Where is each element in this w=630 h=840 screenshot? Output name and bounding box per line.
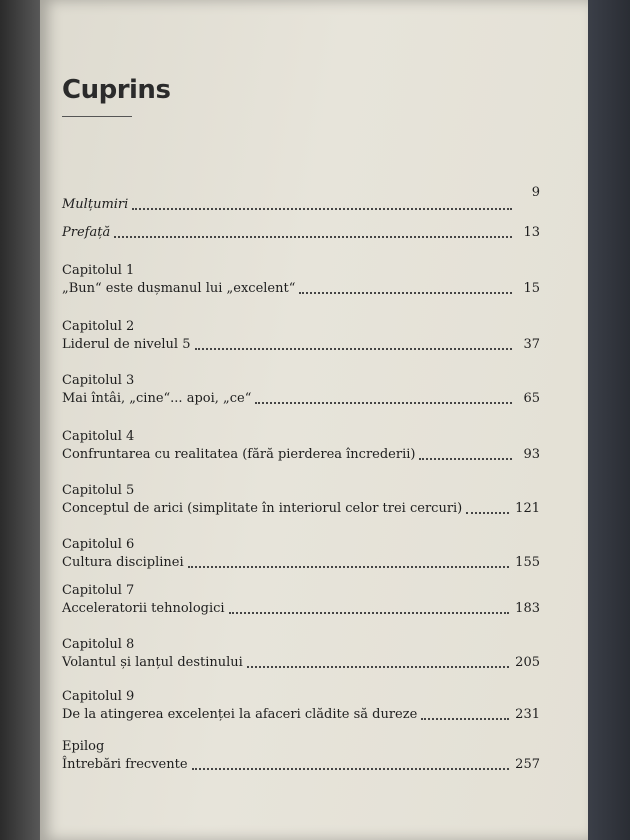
toc-entry-title: Conceptul de arici (simplitate în interiorul celor trei cercuri) [62,501,463,516]
toc-entry-chapter-5 [62,482,540,518]
dot-leader [421,718,509,720]
toc-page-number: 121 [515,501,540,516]
toc-page-number: 37 [523,337,540,352]
toc-chapter-label: Capitolul 4 [62,429,135,444]
toc-entry-title: De la atingerea excelenței la afaceri clădite să dureze [62,707,418,722]
toc-entry-acknowledgements [62,185,540,214]
toc-page-number: 9 [531,185,540,200]
toc-entry-title: Volantul și lanțul destinului [62,655,243,670]
dot-leader [466,512,509,514]
title-underline [62,116,132,117]
toc-entry-title: Confruntarea cu realitatea (fără pierderea încrederii) [62,447,416,462]
toc-entry-title: Mai întâi, „cine“... apoi, „ce“ [62,391,252,406]
toc-page-number: 15 [523,281,540,296]
toc-page-number: 205 [515,655,540,670]
page-title: Cuprins [62,75,171,105]
dot-leader [132,208,512,210]
toc-entry-chapter-4 [62,428,540,464]
toc-entry-chapter-2 [62,318,540,354]
dot-leader [255,402,512,404]
dot-leader [299,292,512,294]
toc-chapter-label: Capitolul 8 [62,637,135,652]
toc-entry-title: Acceleratorii tehnologici [62,601,225,616]
toc-entry-epilogue [62,738,540,774]
dot-leader [188,566,510,568]
toc-page-number: 93 [523,447,540,462]
toc-entry-title: „Bun“ este dușmanul lui „excelent“ [62,281,296,296]
toc-page-number: 183 [515,601,540,616]
toc-entry-chapter-9 [62,688,540,724]
toc-entry-chapter-3 [62,372,540,408]
toc-entry-title: Liderul de nivelul 5 [62,337,191,352]
dot-leader [247,666,509,668]
dot-leader [195,348,513,350]
toc-entry-title: Mulțumiri [62,197,129,212]
toc-page-number: 65 [523,391,540,406]
toc-page-number: 155 [515,555,540,570]
book-page [40,0,588,840]
dot-leader [192,768,510,770]
toc-chapter-label: Capitolul 5 [62,483,135,498]
book-spine-shadow [0,0,40,840]
toc-entry-title: Întrebări frecvente [62,757,188,772]
toc-entry-title: Prefață [62,225,111,240]
toc-page-number: 13 [523,225,540,240]
toc-chapter-label: Capitolul 6 [62,537,135,552]
dot-leader [114,236,512,238]
toc-chapter-label: Capitolul 9 [62,689,135,704]
toc-chapter-label: Capitolul 7 [62,583,135,598]
dot-leader [229,612,510,614]
toc-chapter-label: Capitolul 3 [62,373,135,388]
toc-entry-title: Cultura disciplinei [62,555,184,570]
toc-entry-chapter-6 [62,536,540,572]
toc-entry-chapter-7 [62,582,540,618]
toc-chapter-label: Capitolul 2 [62,319,135,334]
toc-page-number: 231 [515,707,540,722]
toc-chapter-label: Epilog [62,739,105,754]
toc-entry-chapter-8 [62,636,540,672]
toc-page-number: 257 [515,757,540,772]
toc-chapter-label: Capitolul 1 [62,263,135,278]
toc-entry-chapter-1 [62,262,540,298]
toc-entry-preface [62,224,540,242]
dot-leader [419,458,512,460]
background-edge [588,0,630,840]
